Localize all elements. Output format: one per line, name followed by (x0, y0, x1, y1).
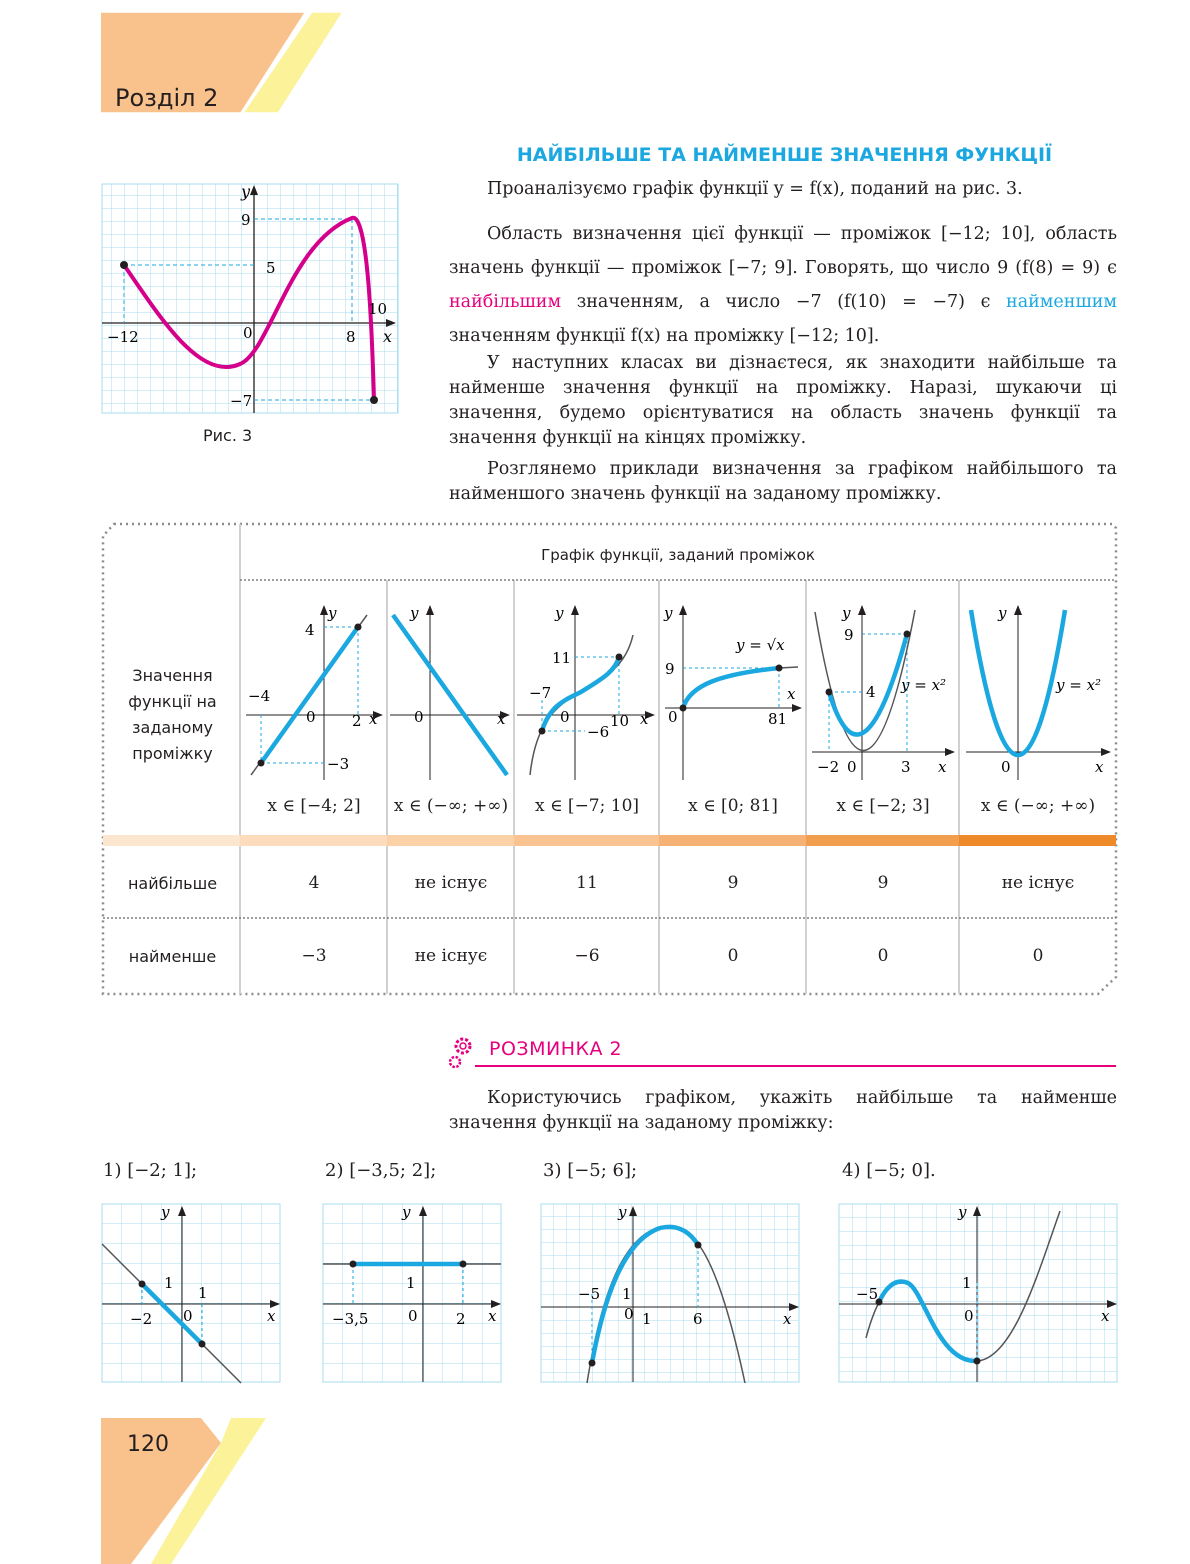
paragraph-1: Проаналізуємо графік функції y = f(x), поданий на рис. 3. (487, 179, 1023, 199)
paragraph-4: Розглянемо приклади визначення за графіком найбільшого та найменшого значень функції на заданому проміжку. (449, 459, 1117, 504)
fig3-y-label: y (241, 182, 251, 201)
term-smallest: найменшим (1006, 292, 1117, 312)
g1-c: 0 (306, 708, 316, 726)
g5-c: 0 (847, 758, 857, 776)
paragraph-2-text-b: значенням, а число −7 (f(10) = −7) є (561, 292, 1007, 312)
exercise-2-label: 2) [−3,5; 2]; (325, 1160, 437, 1181)
exercise-4-label: 4) [−5; 0]. (842, 1160, 936, 1181)
g2-y: y (410, 604, 419, 622)
fig3-tick-8: 8 (346, 328, 356, 346)
interval-5: x ∈ [−2; 3] (836, 796, 930, 816)
ex3-d: 0 (624, 1305, 634, 1323)
ex4-d: 0 (964, 1307, 974, 1325)
ex1-a: 1 (164, 1274, 174, 1292)
ex3-a: 1 (622, 1285, 632, 1303)
g3-a: 11 (552, 649, 572, 667)
interval-4: x ∈ [0; 81] (688, 796, 778, 816)
ex3-y: y (618, 1203, 627, 1221)
ex3-e: 6 (693, 1310, 703, 1328)
gears-icon (446, 1034, 476, 1074)
g5-x: x (938, 758, 947, 776)
table-graph-2 (388, 600, 513, 785)
ex1-b: 1 (198, 1284, 208, 1302)
g6-f: y = x² (1056, 676, 1102, 694)
table-row-header: Значення функції на заданому проміжку (128, 666, 217, 763)
g1-d: 2 (352, 712, 362, 730)
paragraph-2-text-a: Область визначення цієї функції — проміжок [−12; 10], область значень функції — проміжок [−7; 9]. Говорять, що число 9 (f(8) = 9) є (449, 224, 1117, 278)
ex2-x: x (488, 1307, 497, 1325)
exercise-3-graph (540, 1203, 802, 1385)
figure-3-graph (100, 182, 400, 417)
g6-y: y (998, 604, 1007, 622)
ex3-c: −5 (578, 1285, 601, 1303)
fig3-tick-0: 0 (243, 324, 253, 342)
g5-y: y (842, 604, 851, 622)
min-value-5: 0 (877, 946, 889, 966)
max-value-6: не існує (1001, 873, 1075, 893)
min-value-4: 0 (727, 946, 739, 966)
exercise-2-graph (322, 1203, 504, 1385)
g3-e: −6 (587, 723, 610, 741)
max-value-5: 9 (877, 873, 889, 893)
g5-b: −2 (817, 758, 840, 776)
ex3-b: 1 (642, 1310, 652, 1328)
figure-3-caption: Рис. 3 (203, 426, 253, 445)
fig3-tick-5: 5 (266, 259, 276, 277)
exercise-1-graph (101, 1203, 283, 1385)
fig3-tick-10: 10 (368, 300, 388, 318)
g1-y: y (328, 604, 337, 622)
ex2-y: y (402, 1203, 411, 1221)
g4-x: x (787, 685, 796, 703)
term-largest: найбільшим (449, 292, 562, 312)
g4-y: y (664, 604, 673, 622)
fig3-tick-9: 9 (241, 211, 251, 229)
warmup-underline (475, 1065, 1116, 1067)
interval-3: x ∈ [−7; 10] (534, 796, 640, 816)
max-value-1: 4 (308, 873, 320, 893)
table-graph-4 (660, 600, 805, 785)
g5-a: 9 (844, 626, 854, 644)
g4-d: 81 (768, 710, 788, 728)
ex3-x: x (783, 1310, 792, 1328)
g2-c: 0 (414, 708, 424, 726)
table-graph-5 (807, 600, 958, 785)
ex2-a: 1 (406, 1274, 416, 1292)
g5-d: 3 (901, 758, 911, 776)
g6-c: 0 (1001, 758, 1011, 776)
page-number: 120 (127, 1432, 169, 1457)
min-value-2: не існує (414, 946, 488, 966)
table-header-graphs: Графік функції, заданий проміжок (541, 546, 815, 564)
paragraph-2 (449, 217, 1117, 353)
ex2-c: −3,5 (332, 1310, 369, 1328)
section-label: Розділ 2 (115, 84, 219, 112)
g1-a: 4 (305, 621, 315, 639)
g3-d: 10 (610, 712, 630, 730)
fig3-tick-m7: −7 (230, 392, 253, 410)
g3-x: x (640, 710, 649, 728)
table-graph-1 (241, 600, 386, 785)
g1-x: x (369, 710, 378, 728)
g3-y: y (555, 604, 564, 622)
max-value-3: 11 (576, 873, 598, 893)
max-value-4: 9 (727, 873, 739, 893)
exercise-3-label: 3) [−5; 6]; (543, 1160, 638, 1181)
ex1-c: −2 (130, 1310, 153, 1328)
g1-e: −3 (327, 755, 350, 773)
interval-6: x ∈ (−∞; +∞) (980, 796, 1096, 816)
interval-2: x ∈ (−∞; +∞) (393, 796, 509, 816)
interval-1: x ∈ [−4; 2] (267, 796, 361, 816)
g4-c: 0 (668, 708, 678, 726)
min-value-1: −3 (301, 946, 327, 966)
table-graph-3 (515, 600, 658, 785)
min-value-3: −6 (574, 946, 600, 966)
ex2-e: 2 (456, 1310, 466, 1328)
fig3-x-label: x (383, 327, 393, 346)
row-label-max: найбільше (127, 874, 218, 893)
g2-x: x (497, 710, 506, 728)
ex4-y: y (958, 1203, 967, 1221)
table-graph-6 (961, 600, 1114, 785)
ex1-y: y (161, 1203, 170, 1221)
exercise-4-graph (838, 1203, 1120, 1385)
paragraph-2-text-c: значенням функції f(x) на проміжку [−12; 10]. (449, 326, 880, 346)
min-value-6: 0 (1032, 946, 1044, 966)
exercise-1-label: 1) [−2; 1]; (103, 1160, 198, 1181)
g3-b: −7 (529, 684, 552, 702)
g3-c: 0 (560, 708, 570, 726)
ex4-a: 1 (962, 1274, 972, 1292)
g5-g: 4 (866, 683, 876, 701)
ex4-c: −5 (856, 1285, 879, 1303)
row-label-min: найменше (128, 947, 217, 966)
g5-f: y = x² (901, 676, 947, 694)
warmup-text: Користуючись графіком, укажіть найбільше та найменше значення функції на заданому проміжку: (449, 1088, 1117, 1133)
paragraph-3: У наступних класах ви дізнаєтеся, як знаходити найбільше та найменше значення функції на проміжку. Наразі, шукаючи ці значення, будемо орієнтуватися на область значень функції та значення функції на кінцях проміжку. (449, 353, 1117, 448)
max-value-2: не існує (414, 873, 488, 893)
fig3-tick-m12: −12 (107, 328, 139, 346)
g6-x: x (1095, 758, 1104, 776)
g4-a: 9 (665, 660, 675, 678)
g4-f: y = √x (736, 636, 785, 654)
section-heading: НАЙБІЛЬШЕ ТА НАЙМЕНШЕ ЗНАЧЕННЯ ФУНКЦІЇ (516, 144, 1053, 166)
warmup-title: РОЗМИНКА 2 (489, 1038, 623, 1060)
ex1-d: 0 (183, 1307, 193, 1325)
ex2-d: 0 (408, 1307, 418, 1325)
ex1-x: x (267, 1307, 276, 1325)
g1-b: −4 (248, 687, 271, 705)
ex4-x: x (1101, 1307, 1110, 1325)
